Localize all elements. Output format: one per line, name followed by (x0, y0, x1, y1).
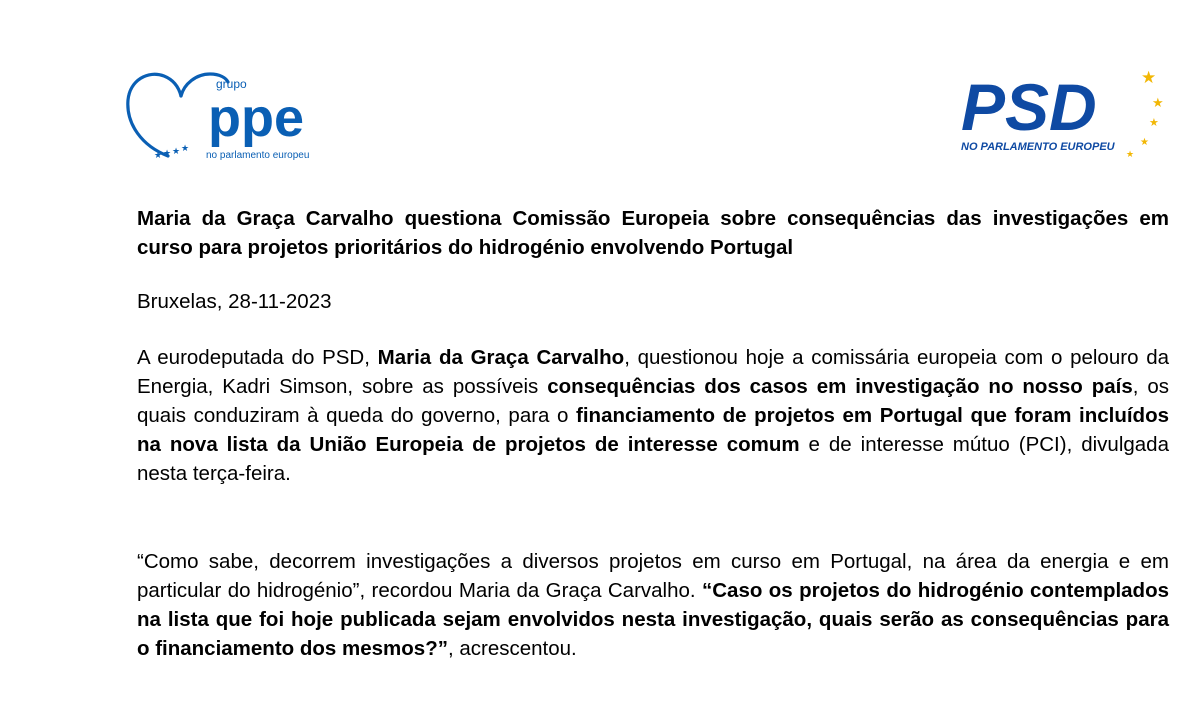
p1-text-3: , os quais conduziram à queda do governo, para o (137, 375, 1169, 427)
ppe-group-logo (124, 66, 336, 166)
article-title: Maria da Graça Carvalho questiona Comissão Europeia sobre consequências das investigações em curso para projetos prioritários do hidrogénio envolvendo Portugal (137, 207, 1169, 259)
svg-text:★: ★ (1152, 96, 1164, 111)
ppe-logo-small-text: grupo (216, 77, 247, 91)
svg-text:★: ★ (1141, 68, 1157, 88)
psd-logo-sub-text: NO PARLAMENTO EUROPEU (961, 141, 1115, 153)
svg-text:★: ★ (1140, 137, 1149, 148)
p1-bold-financing: financiamento de projetos em Portugal que foram incluídos na nova lista da União Europeia de projetos de interesse comum (137, 404, 1169, 456)
press-release (137, 204, 1170, 660)
p1-bold-mep-name: Maria da Graça Carvalho (377, 346, 625, 369)
dateline: Bruxelas, 28-11-2023 (137, 290, 332, 313)
paragraph-2 (137, 547, 1169, 663)
p1-text-4: e de interesse mútuo (PCI), divulgada nesta terça-feira. (137, 433, 1169, 485)
p2-text-2: , acrescentou. (447, 637, 577, 660)
psd-logo (955, 66, 1170, 158)
svg-text:★: ★ (154, 151, 163, 161)
psd-stars (1126, 68, 1164, 158)
paragraph-1 (137, 343, 1169, 488)
svg-text:★: ★ (172, 147, 181, 157)
ppe-logo-big-text: ppe (208, 88, 305, 148)
svg-text:★: ★ (1126, 150, 1135, 158)
svg-text:★: ★ (181, 144, 190, 154)
ppe-logo-sub-text: no parlamento europeu (206, 150, 310, 161)
p2-bold-quote: “Caso os projetos do hidrogénio contemplados na lista que foi hoje publicada sejam envolvidos nesta investigação, quais serão as consequências para o financiamento dos mesmos?” (137, 579, 1170, 660)
psd-logo-big-text: PSD (961, 70, 1097, 144)
p1-bold-consequences: consequências dos casos em investigação no nosso país (547, 375, 1133, 398)
svg-text:★: ★ (1149, 116, 1159, 129)
ppe-stars (154, 144, 189, 161)
svg-text:★: ★ (163, 149, 172, 159)
p1-text-2: , questionou hoje a comissária europeia com o pelouro da Energia, Kadri Simson, sobre as possíveis (137, 346, 1169, 398)
p1-text-1: A eurodeputada do PSD, (137, 346, 378, 369)
p2-text-1: “Como sabe, decorrem investigações a diversos projetos em curso em Portugal, na área da energia e em particular do hidrogénio”, recordou Maria da Graça Carvalho. (137, 550, 1169, 602)
